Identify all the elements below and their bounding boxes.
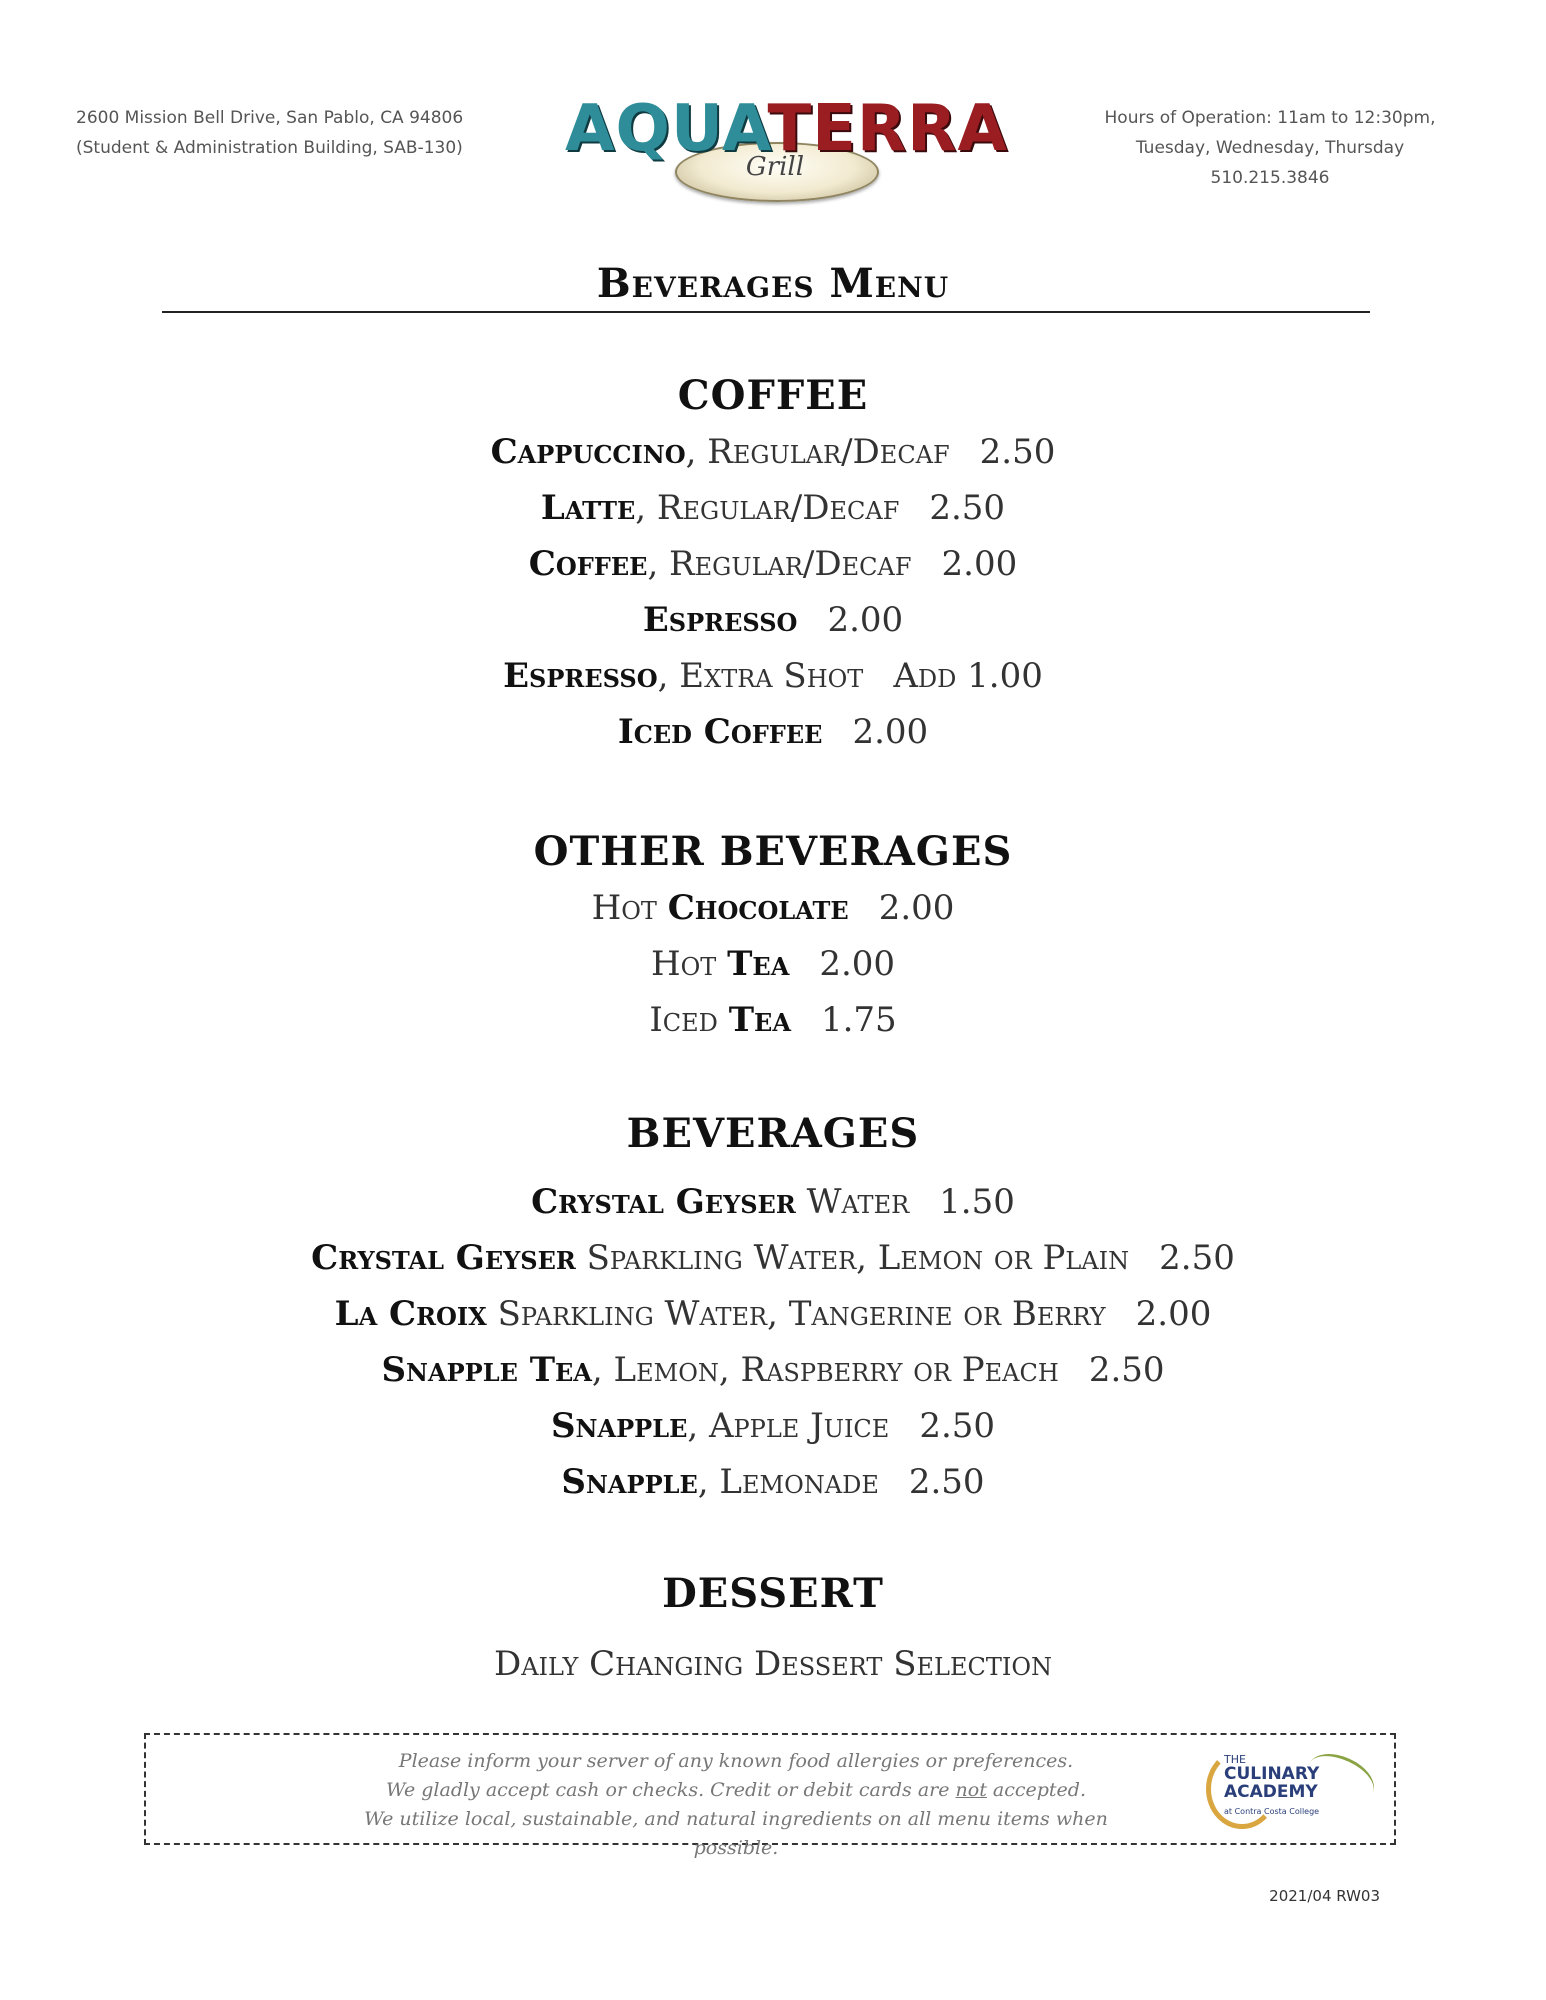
item-price: 1.50	[939, 1182, 1015, 1222]
hours-line: Hours of Operation: 11am to 12:30pm,	[1104, 108, 1436, 128]
item-price: 1.75	[820, 1000, 897, 1040]
address-block	[76, 103, 496, 163]
notice-box	[144, 1733, 1396, 1859]
address-building: (Student & Administration Building, SAB-130)	[76, 138, 463, 158]
menu-item: Snapple, Lemonade 2.50	[561, 1462, 985, 1502]
menu-item: Crystal Geyser Sparkling Water, Lemon or Plain 2.50	[311, 1238, 1235, 1278]
item-price: 2.50	[908, 1462, 985, 1502]
section-heading-coffee: COFFEE	[677, 372, 869, 419]
address-line: 2600 Mission Bell Drive, San Pablo, CA 94806	[76, 108, 464, 128]
item-price: 2.50	[929, 488, 1006, 528]
menu-item: Coffee, Regular/Decaf 2.00	[528, 544, 1018, 584]
item-price: 2.00	[819, 944, 896, 984]
payment-notice: We gladly accept cash or checks. Credit or debit cards are not accepted.	[385, 1779, 1086, 1801]
section-heading-other-beverages: OTHER BEVERAGES	[533, 828, 1013, 875]
menu-item: Hot Tea 2.00	[650, 944, 896, 984]
menu-item: Snapple, Apple Juice 2.50	[550, 1406, 996, 1446]
item-price: 2.50	[919, 1406, 996, 1446]
item-price: 2.00	[852, 712, 929, 752]
culinary-academy-logo: THE CULINARY ACADEMY at Contra Costa College	[1206, 1743, 1386, 1835]
menu-item: Iced Coffee 2.00	[617, 712, 929, 752]
menu-item: Iced Tea 1.75	[649, 1000, 897, 1040]
item-price: 2.00	[827, 600, 904, 640]
phone-number: 510.215.3846	[1210, 168, 1330, 188]
item-price: 2.00	[1135, 1294, 1212, 1334]
notice-text	[336, 1747, 1136, 1863]
menu-title: Beverages Menu	[596, 260, 950, 307]
item-price: 2.00	[878, 888, 955, 928]
dessert-item: Daily Changing Dessert Selection	[493, 1644, 1053, 1684]
menu-item: Cappuccino, Regular/Decaf 2.50	[490, 432, 1056, 472]
item-price: 2.00	[941, 544, 1018, 584]
aquaterra-grill-logo	[565, 92, 1008, 202]
item-price: 2.50	[979, 432, 1056, 472]
item-price: 2.50	[1088, 1350, 1165, 1390]
menu-item: Espresso, Extra Shot Add 1.00	[503, 656, 1043, 696]
menu-item: Hot Chocolate 2.00	[591, 888, 955, 928]
logo-wordmark: AQUATERRA	[565, 92, 1008, 166]
item-price: Add 1.00	[893, 656, 1043, 696]
menu-item: La Croix Sparkling Water, Tangerine or Berry 2.00	[334, 1294, 1212, 1334]
menu-item: Snapple Tea, Lemon, Raspberry or Peach 2.50	[381, 1350, 1165, 1390]
document-code: 2021/04 RW03	[1269, 1887, 1380, 1905]
menu-item: Crystal Geyser Water 1.50	[531, 1182, 1015, 1222]
item-price: 2.50	[1159, 1238, 1235, 1278]
menu-item: Espresso 2.00	[642, 600, 904, 640]
hours-block	[1060, 103, 1480, 193]
section-heading-beverages: BEVERAGES	[626, 1110, 920, 1157]
title-divider	[162, 311, 1370, 313]
hours-days: Tuesday, Wednesday, Thursday	[1135, 138, 1405, 158]
section-heading-dessert: DESSERT	[662, 1570, 884, 1617]
menu-item: Latte, Regular/Decaf 2.50	[540, 488, 1006, 528]
ingredients-notice: We utilize local, sustainable, and natural ingredients on all menu items when possible.	[364, 1808, 1108, 1859]
allergy-notice: Please inform your server of any known food allergies or preferences.	[398, 1750, 1074, 1772]
logo-grill-text: Grill	[745, 152, 805, 182]
